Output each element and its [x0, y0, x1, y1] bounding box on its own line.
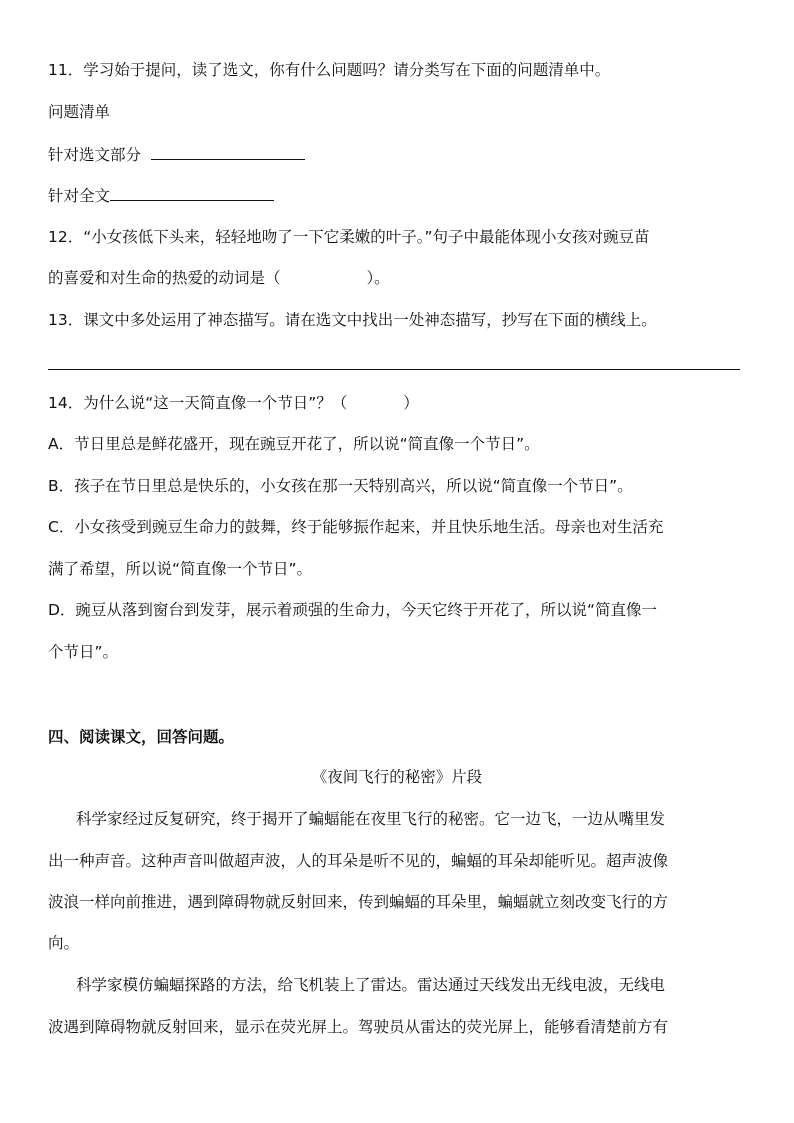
q14-prompt-before: 14．为什么说“这一天简直像一个节日”？（	[48, 394, 348, 412]
q14-option-b: B．孩子在节日里总是快乐的，小女孩在那一天特别高兴，所以说“简直像一个节日”。	[48, 477, 633, 495]
q11-item2-label: 针对全文	[48, 187, 111, 205]
q12-line1: 12．“小女孩低下头来，轻轻地吻了一下它柔嫩的叶子。”句子中最能体现小女孩对豌豆苗	[48, 228, 650, 246]
q11-list-title: 问题清单	[48, 103, 111, 121]
q14-option-a: A．节日里总是鲜花盛开，现在豌豆开花了，所以说“简直像一个节日”。	[48, 435, 540, 453]
q11-item2-answer-line[interactable]	[110, 184, 274, 201]
section4-heading: 四、阅读课文，回答问题。	[48, 728, 235, 746]
q13-answer-line[interactable]	[48, 369, 740, 370]
q14-prompt	[48, 392, 748, 414]
q12-line2	[48, 267, 748, 289]
q14-prompt-after: ）	[403, 394, 419, 412]
q12-line2-after: ）。	[366, 269, 390, 287]
passage-p1-line4: 向。	[48, 934, 80, 952]
q11-item1	[48, 143, 748, 166]
q14-option-c-line1: C．小女孩受到豌豆生命力的鼓舞，终于能够振作起来，并且快乐地生活。母亲也对生活充	[48, 518, 664, 536]
passage-title: 《夜间飞行的秘密》片段	[311, 768, 483, 786]
q11-item2	[48, 184, 748, 207]
q14-option-d-line2: 个节日”。	[48, 643, 119, 661]
q14-option-d-line1: D．豌豆从落到窗台到发芽，展示着顽强的生命力，今天它终于开花了，所以说“简直像一	[48, 601, 657, 619]
q12-line2-before: 的喜爱和对生命的热爱的动词是（	[48, 269, 281, 287]
passage-p2-line2: 波遇到障碍物就反射回来，显示在荧光屏上。驾驶员从雷达的荧光屏上，能够看清楚前方有	[48, 1018, 669, 1036]
q13-prompt: 13．课文中多处运用了神态描写。请在选文中找出一处神态描写，抄写在下面的横线上。	[48, 311, 657, 329]
q11-prompt: 11．学习始于提问，读了选文，你有什么问题吗？请分类写在下面的问题清单中。	[48, 61, 611, 79]
q11-item1-answer-line[interactable]	[151, 143, 305, 160]
passage-p2-line1: 科学家模仿蝙蝠探路的方法，给飞机装上了雷达。雷达通过天线发出无线电波，无线电	[76, 976, 666, 994]
passage-p1-line1: 科学家经过反复研究，终于揭开了蝙蝠能在夜里飞行的秘密。它一边飞，一边从嘴里发	[76, 810, 666, 828]
q11-item1-label: 针对选文部分	[48, 146, 142, 164]
passage-p1-line3: 波浪一样向前推进，遇到障碍物就反射回来，传到蝙蝠的耳朵里，蝙蝠就立刻改变飞行的方	[48, 893, 669, 911]
q14-option-c-line2: 满了希望，所以说“简直像一个节日”。	[48, 560, 313, 578]
passage-p1-line2: 出一种声音。这种声音叫做超声波，人的耳朵是听不见的，蝙蝠的耳朵却能听见。超声波像	[48, 852, 669, 870]
